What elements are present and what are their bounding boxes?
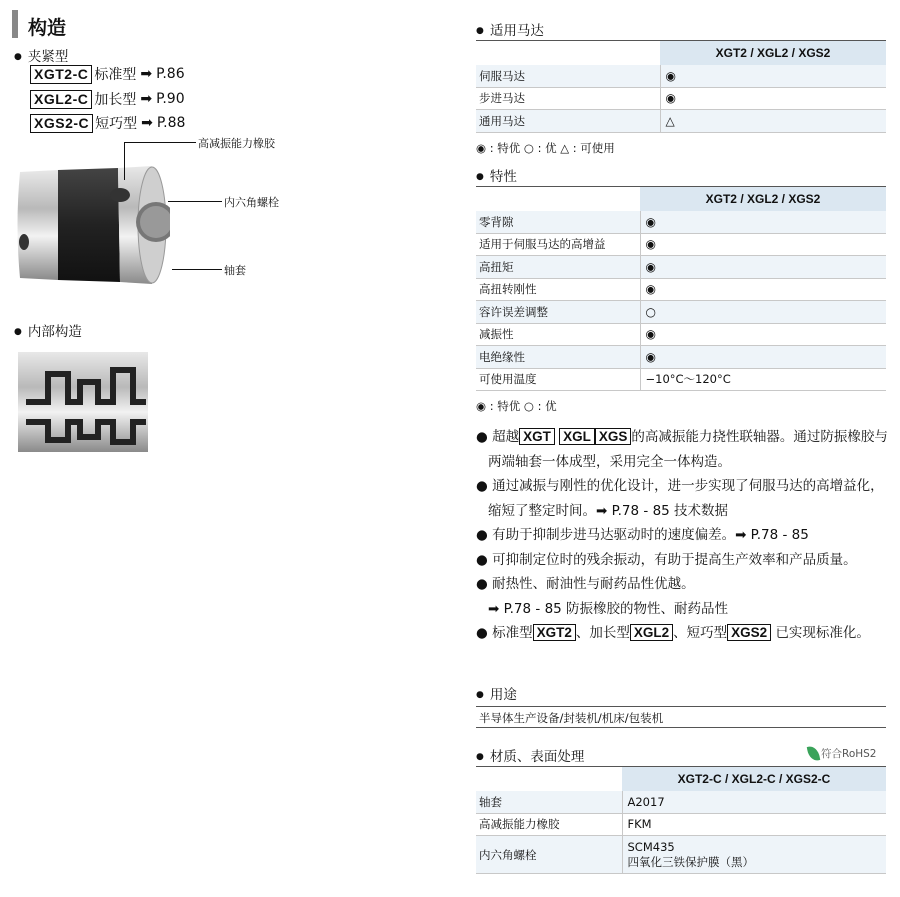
internal-structure-image bbox=[18, 352, 148, 452]
variant-xgt2c[interactable]: XGT2-C 标准型 ➡ P.86 bbox=[30, 64, 185, 84]
motor-col-header: XGT2 / XGL2 / XGS2 bbox=[660, 41, 886, 65]
props-col-header: XGT2 / XGL2 / XGS2 bbox=[640, 187, 886, 211]
arrow-icon: ➡ bbox=[141, 115, 153, 131]
table-row: 可使用温度 −10°C～120°C bbox=[476, 368, 886, 391]
feature-item: ● 耐热性、耐油性与耐药品性优越。 ➡ P.78 - 85 防振橡胶的物性、耐药品性 bbox=[476, 576, 729, 617]
material-table bbox=[476, 766, 886, 874]
internal-heading: ● 内部构造 bbox=[14, 320, 82, 340]
uses-text: 半导体生产设备/封装机/机床/包装机 bbox=[476, 706, 886, 728]
callout-sleeve: 轴套 bbox=[224, 264, 246, 277]
feature-item: ● 标准型 XGT2 、加长型 XGL2 、短巧型 XGS2 已实现标准化。 bbox=[476, 625, 870, 641]
table-row: 容许误差调整 ○ bbox=[476, 301, 886, 324]
table-row: 电绝缘性 ◉ bbox=[476, 346, 886, 369]
uses-heading: ● 用途 bbox=[476, 683, 517, 703]
rohs-badge: 符合RoHS2 bbox=[808, 746, 877, 761]
clamp-type-heading: ● 夹紧型 bbox=[14, 45, 68, 65]
coupling-image bbox=[10, 150, 170, 300]
variant-xgs2c[interactable]: XGS2-C 短巧型 ➡ P.88 bbox=[30, 113, 185, 133]
motor-table bbox=[476, 40, 886, 133]
section-title: 构造 bbox=[28, 17, 67, 39]
material-col-header: XGT2-C / XGL2-C / XGS2-C bbox=[622, 767, 886, 791]
table-row: 适用于伺服马达的高增益 ◉ bbox=[476, 233, 886, 256]
table-row: 减振性 ◉ bbox=[476, 323, 886, 346]
table-row: 伺服马达 ◉ bbox=[476, 65, 886, 88]
arrow-icon: ➡ bbox=[140, 66, 153, 82]
table-row: 轴套 A2017 bbox=[476, 791, 886, 814]
motor-legend: ◉ : 特优 ○ : 优 △ : 可使用 bbox=[476, 141, 615, 155]
callout-bolt: 内六角螺栓 bbox=[224, 196, 279, 209]
table-row: 零背隙 ◉ bbox=[476, 211, 886, 234]
feature-item: ● 超越 XGT XGL XGS 的高减振能力挠性联轴器。通过防振橡胶与两端轴套一体成型，采用完全一体构造。 bbox=[476, 429, 888, 470]
feature-item: ● 通过减振与刚性的优化设计，进一步实现了伺服马达的高增益化，缩短了整定时间。➡ P.78 - 85 技术数据 bbox=[476, 478, 884, 519]
table-row: 高减振能力橡胶 FKM bbox=[476, 813, 886, 836]
props-legend: ◉ : 特优 ○ : 优 bbox=[476, 399, 557, 413]
table-row: 高扭矩 ◉ bbox=[476, 256, 886, 279]
title-accent-bar bbox=[12, 10, 18, 38]
arrow-icon: ➡ bbox=[140, 91, 153, 107]
props-table bbox=[476, 186, 886, 391]
variant-xgl2c[interactable]: XGL2-C 加长型 ➡ P.90 bbox=[30, 89, 185, 109]
material-heading: ● 材质、表面处理 bbox=[476, 745, 584, 765]
table-row: 步进马达 ◉ bbox=[476, 87, 886, 110]
props-heading: ● 特性 bbox=[476, 165, 517, 185]
leaf-icon bbox=[807, 745, 820, 762]
features-list bbox=[476, 425, 891, 646]
feature-item: ● 可抑制定位时的残余振动，有助于提高生产效率和产品质量。 bbox=[476, 551, 857, 568]
table-row: 内六角螺栓 SCM435 四氧化三铁保护膜（黑） bbox=[476, 836, 886, 874]
table-row: 高扭转刚性 ◉ bbox=[476, 278, 886, 301]
table-row: 通用马达 △ bbox=[476, 110, 886, 133]
callout-rubber: 高减振能力橡胶 bbox=[198, 137, 275, 150]
feature-item: ● 有助于抑制步进马达驱动时的速度偏差。➡ P.78 - 85 bbox=[476, 527, 809, 543]
motor-heading: ● 适用马达 bbox=[476, 19, 544, 39]
